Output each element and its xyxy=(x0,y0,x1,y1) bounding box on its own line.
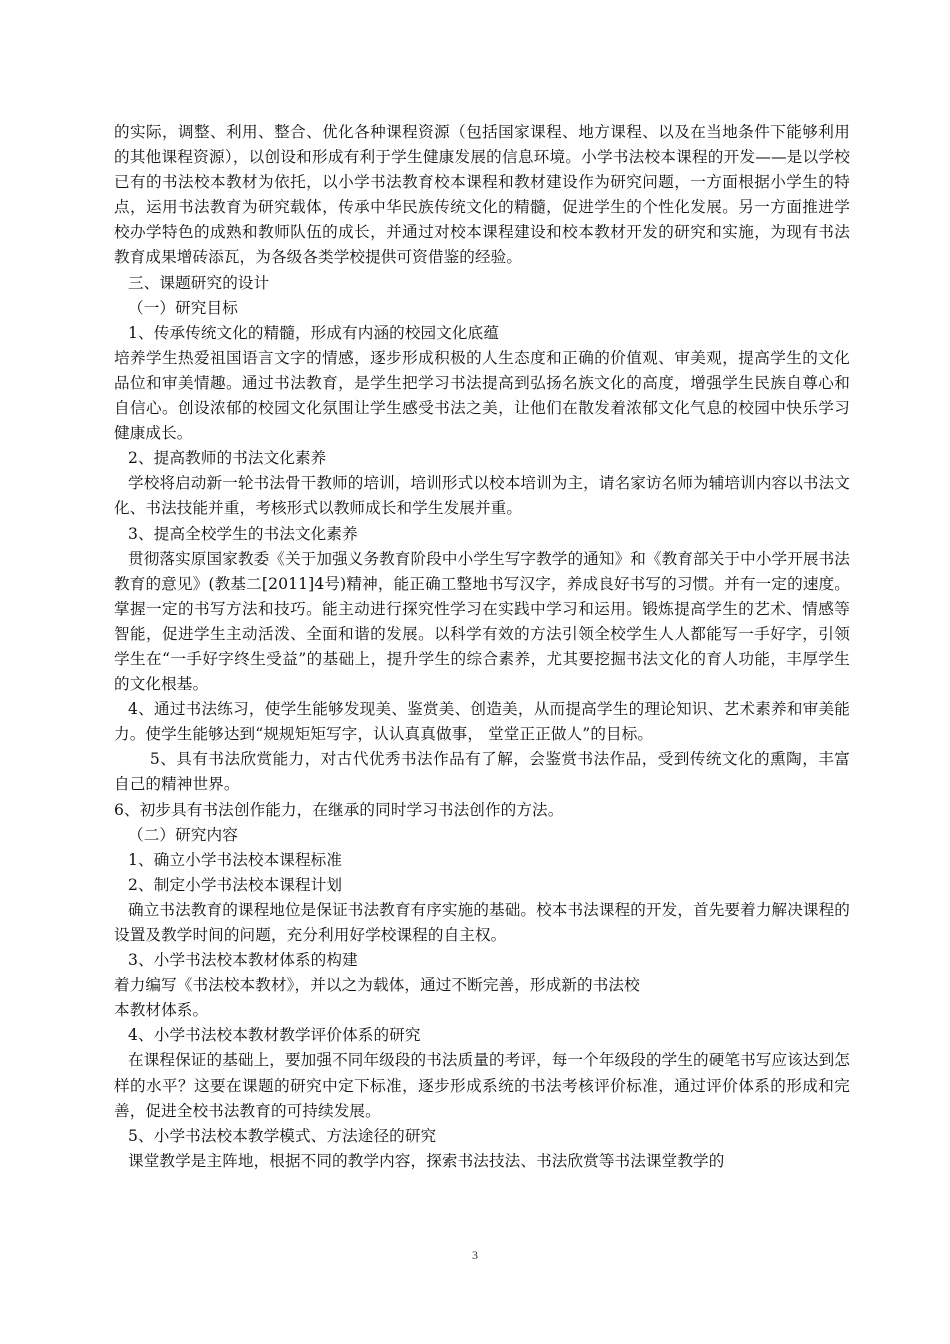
page-number: 3 xyxy=(472,1248,478,1262)
goal-2-body: 学校将启动新一轮书法骨干教师的培训，培训形式以校本培训为主，请名家访名师为辅培训内容以书法文化、书法技能并重，考核形式以教师成长和学生发展并重。 xyxy=(114,474,850,518)
heading-research-goals: （一）研究目标 xyxy=(128,298,238,317)
content-3-body-line2: 本教材体系。 xyxy=(114,1001,209,1020)
heading-research-design: 三、课题研究的设计 xyxy=(128,273,270,292)
content-5-title: 5、小学书法校本教学模式、方法途径的研究 xyxy=(128,1126,437,1145)
goal-2-title: 2、提高教师的书法文化素养 xyxy=(128,449,327,468)
heading-research-content: （二）研究内容 xyxy=(128,825,238,844)
body-text xyxy=(114,120,850,1174)
content-4-title: 4、小学书法校本教材教学评价体系的研究 xyxy=(128,1026,421,1045)
goal-1-title: 1、传承传统文化的精髓，形成有内涵的校园文化底蕴 xyxy=(128,323,500,342)
goal-1-body: 培养学生热爱祖国语言文字的情感，逐步形成积极的人生态度和正确的价值观、审美观，提高学生的文化品位和审美情趣。通过书法教育，是学生把学习书法提高到弘扬名族文化的高度，增强学生民族自尊心和自信心。创设浓郁的校园文化氛围让学生感受书法之美，让他们在散发着浓郁文化气息的校园中快乐学习健康成长。 xyxy=(114,348,850,443)
content-1-title: 1、确立小学书法校本课程标准 xyxy=(128,850,343,869)
goal-3-title: 3、提高全校学生的书法文化素养 xyxy=(128,524,358,543)
goal-6: 6、初步具有书法创作能力，在继承的同时学习书法创作的方法。 xyxy=(114,800,564,819)
goal-5: 5、具有书法欣赏能力，对古代优秀书法作品有了解，会鉴赏书法作品，受到传统文化的熏陶，丰富自己的精神世界。 xyxy=(114,750,850,794)
content-3-title: 3、小学书法校本教材体系的构建 xyxy=(128,951,358,970)
content-5-body: 课堂教学是主阵地，根据不同的教学内容，探索书法技法、书法欣赏等书法课堂教学的 xyxy=(128,1151,725,1170)
content-4-body: 在课程保证的基础上，要加强不同年级段的书法质量的考评，每一个年级段的学生的硬笔书写应该达到怎样的水平？这要在课题的研究中定下标准，逐步形成系统的书法考核评价标准，通过评价体系的形成和完善，促进全校书法教育的可持续发展。 xyxy=(114,1051,850,1120)
content-2-title: 2、制定小学书法校本课程计划 xyxy=(128,875,343,894)
content-2-body: 确立书法教育的课程地位是保证书法教育有序实施的基础。校本书法课程的开发，首先要着力解决课程的设置及教学时间的问题，充分利用好学校课程的自主权。 xyxy=(114,900,850,944)
content-3-body-line1: 着力编写《书法校本教材》，并以之为载体，通过不断完善，形成新的书法校 xyxy=(114,976,640,995)
goal-4: 4、通过书法练习，使学生能够发现美、鉴赏美、创造美，从而提高学生的理论知识、艺术素养和审美能力。使学生能够达到“规规矩矩写字，认认真真做事， 堂堂正正做人”的目标。 xyxy=(114,700,850,744)
goal-3-body: 贯彻落实原国家教委《关于加强义务教育阶段中小学生写字教学的通知》和《教育部关于中小学开展书法教育的意见》(教基二[2011]4号)精神，能正确工整地书写汉字，养成良好书写的习惯。并有一定的速度。掌握一定的书写方法和技巧。能主动进行探究性学习在实践中学习和运用。锻炼提高学生的艺术、情感等智能，促进学生主动活泼、全面和谐的发展。以科学有效的方法引领全校学生人人都能写一手好字，引领学生在“一手好字终生受益”的基础上，提升学生的综合素养，尤其要挖掘书法文化的育人功能，丰厚学生的文化根基。 xyxy=(114,549,850,694)
paragraph-curriculum-development: 的实际，调整、利用、整合、优化各种课程资源（包括国家课程、地方课程、以及在当地条件下能够利用的其他课程资源），以创设和形成有利于学生健康发展的信息环境。小学书法校本课程的开发——是以学校已有的书法校本教材为依托，以小学书法教育校本课程和教材建设作为研究问题，一方面根据小学生的特点，运用书法教育为研究载体，传承中华民族传统文化的精髓，促进学生的个性化发展。另一方面推进学校办学特色的成熟和教师队伍的成长，并通过对校本课程建设和校本教材开发的研究和实施，为现有书法教育成果增砖添瓦，为各级各类学校提供可资借鉴的经验。 xyxy=(114,123,850,267)
